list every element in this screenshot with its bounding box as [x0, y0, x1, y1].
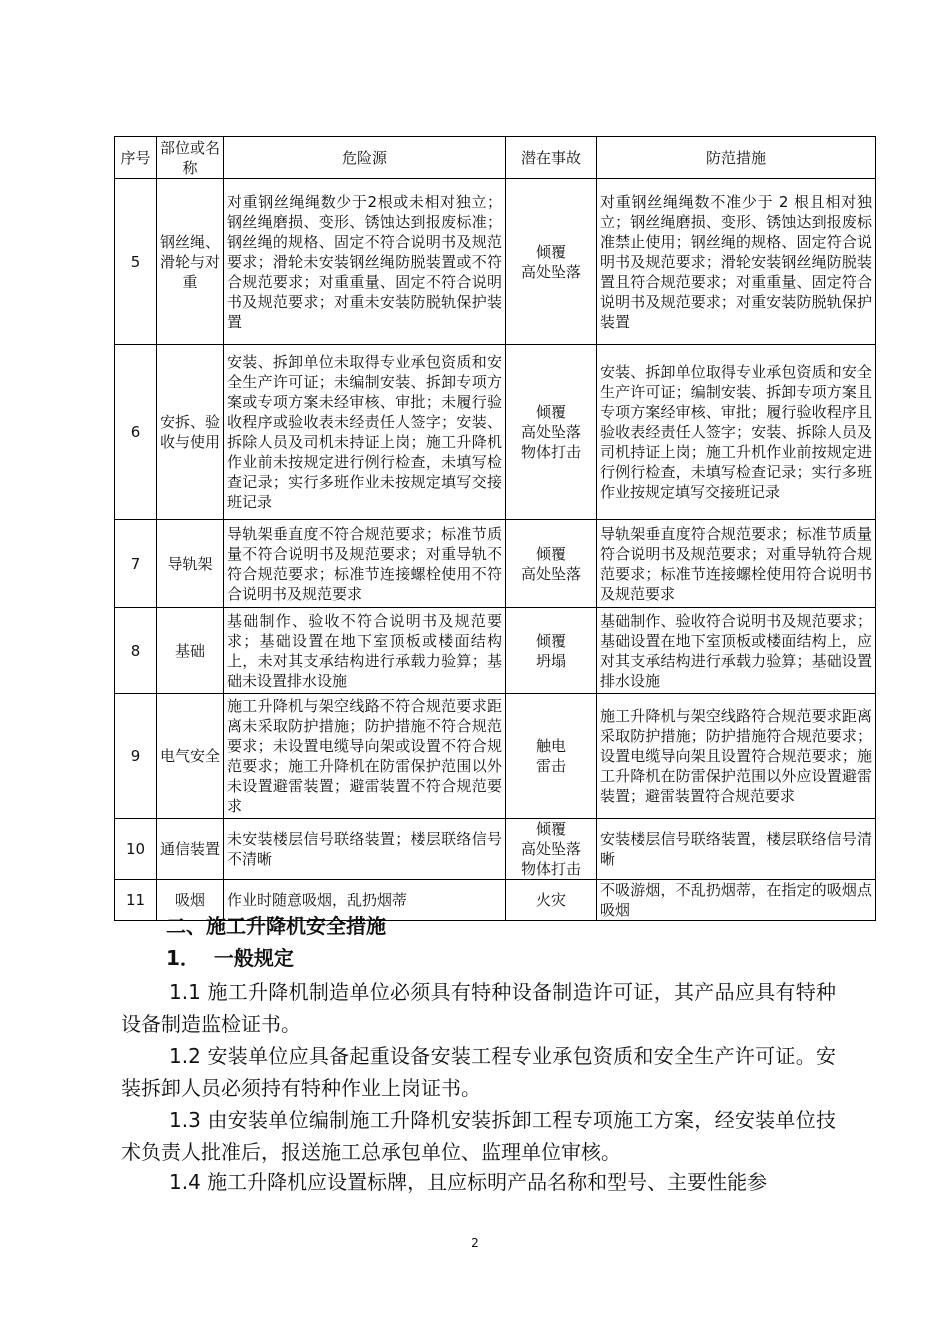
- cell-no: 11: [115, 880, 157, 921]
- cell-accident: 倾覆 高处坠落: [506, 520, 597, 608]
- header-hazard: 危险源: [224, 137, 506, 179]
- cell-hazard: 导轨架垂直度不符合规范要求；标准节质量不符合说明书及规范要求；对重导轨不符合规范要求；标准节连接螺栓使用不符合说明书及规范要求: [224, 520, 506, 608]
- cell-part: 吸烟: [157, 880, 224, 921]
- cell-accident: 火灾: [506, 880, 597, 921]
- cell-part: 安拆、验收与使用: [157, 345, 224, 520]
- cell-measure: 不吸游烟，不乱扔烟蒂，在指定的吸烟点吸烟: [597, 880, 876, 921]
- table-row: [115, 179, 876, 345]
- cell-no: 9: [115, 694, 157, 819]
- cell-accident: 倾覆 高处坠落: [506, 179, 597, 345]
- table-row: [115, 608, 876, 694]
- header-part: 部位或名称: [157, 137, 224, 179]
- paragraph: 1.3 由安装单位编制施工升降机安装拆卸工程专项施工方案，经安装单位技术负责人批准后，报送施工总承包单位、监理单位审核。: [121, 1108, 836, 1164]
- cell-accident: 倾覆 坍塌: [506, 608, 597, 694]
- page-number: 2: [471, 1236, 479, 1250]
- cell-hazard: 基础制作、验收不符合说明书及规范要求；基础设置在地下室顶板或楼面结构上，未对其支承结构进行承载力验算；基础未设置排水设施: [224, 608, 506, 694]
- cell-part: 钢丝绳、滑轮与对重: [157, 179, 224, 345]
- table-header-row: [115, 137, 876, 179]
- hazard-table: [114, 136, 876, 921]
- cell-part: 导轨架: [157, 520, 224, 608]
- table-row: [115, 520, 876, 608]
- cell-accident: 倾覆 高处坠落 物体打击: [506, 819, 597, 880]
- cell-no: 8: [115, 608, 157, 694]
- cell-hazard: 未安装楼层信号联络装置；楼层联络信号不清晰: [224, 819, 506, 880]
- header-accident: 潜在事故: [506, 137, 597, 179]
- cell-measure: 施工升降机与架空线路符合规范要求距离采取防护措施；防护措施符合规范要求；设置电缆导向架且设置符合规范要求；施工升降机在防雷保护范围以外应设置避雷装置；避雷装置符合规范要求: [597, 694, 876, 819]
- cell-no: 5: [115, 179, 157, 345]
- cell-accident: 触电 雷击: [506, 694, 597, 819]
- paragraph: 1.1 施工升降机制造单位必须具有特种设备制造许可证，其产品应具有特种设备制造监检证书。: [121, 980, 836, 1036]
- cell-measure: 安装、拆卸单位取得专业承包资质和安全生产许可证；编制安装、拆卸专项方案且专项方案经审核、审批；履行验收程序且验收表经责任人签字；安装、拆除人员及司机持证上岗；施工升机作业前按规定进行例行检查，未填写检查记录；实行多班作业按规定填写交接班记录: [597, 345, 876, 520]
- cell-part: 基础: [157, 608, 224, 694]
- table-row: [115, 694, 876, 819]
- cell-hazard: 作业时随意吸烟，乱扔烟蒂: [224, 880, 506, 921]
- cell-hazard: 施工升降机与架空线路不符合规范要求距离未采取防护措施；防护措施不符合规范要求；未设置电缆导向架或设置不符合规范要求；施工升降机在防雷保护范围以外未设置避雷装置；避雷装置不符合规范要求: [224, 694, 506, 819]
- table-row: [115, 819, 876, 880]
- cell-no: 10: [115, 819, 157, 880]
- table-row: [115, 345, 876, 520]
- cell-measure: 导轨架垂直度符合规范要求；标准节质量符合说明书及规范要求；对重导轨符合规范要求；标准节连接螺栓使用符合说明书及规范要求: [597, 520, 876, 608]
- cell-part: 电气安全: [157, 694, 224, 819]
- cell-no: 6: [115, 345, 157, 520]
- cell-measure: 基础制作、验收符合说明书及规范要求；基础设置在地下室顶板或楼面结构上，应对其支承结构进行承载力验算；基础设置排水设施: [597, 608, 876, 694]
- cell-accident: 倾覆 高处坠落 物体打击: [506, 345, 597, 520]
- paragraph: 1.4 施工升降机应设置标牌，且应标明产品名称和型号、主要性能参: [169, 1170, 768, 1194]
- paragraph: 1.2 安装单位应具备起重设备安装工程专业承包资质和安全生产许可证。安装拆卸人员必须持有特种作业上岗证书。: [121, 1044, 836, 1100]
- cell-measure: 对重钢丝绳绳数不准少于 2 根且相对独立；钢丝绳磨损、变形、锈蚀达到报废标准禁止使用；钢丝绳的规格、固定符合说明书及规范要求；滑轮安装钢丝绳防脱装置且符合规范要求；对重重量、固定符合说明书及规范要求；对重安装防脱轨保护装置: [597, 179, 876, 345]
- cell-part: 通信装置: [157, 819, 224, 880]
- section-title: 二、施工升降机安全措施: [166, 914, 386, 938]
- header-no: 序号: [115, 137, 157, 179]
- cell-hazard: 对重钢丝绳绳数少于2根或未相对独立；钢丝绳磨损、变形、锈蚀达到报废标准；钢丝绳的规格、固定不符合说明书及规范要求；滑轮未安装钢丝绳防脱装置或不符合规范要求；对重重量、固定不符合说明书及规范要求；对重未安装防脱轨保护装置: [224, 179, 506, 345]
- cell-no: 7: [115, 520, 157, 608]
- header-measure: 防范措施: [597, 137, 876, 179]
- subsection-title: 1． 一般规定: [166, 946, 294, 970]
- cell-measure: 安装楼层信号联络装置，楼层联络信号清晰: [597, 819, 876, 880]
- cell-hazard: 安装、拆卸单位未取得专业承包资质和安全生产许可证；未编制安装、拆卸专项方案或专项方案未经审核、审批；未履行验收程序或验收表未经责任人签字；安装、拆除人员及司机未持证上岗；施工升降机作业前未按规定进行例行检查，未填写检查记录；实行多班作业未按规定填写交接班记录: [224, 345, 506, 520]
